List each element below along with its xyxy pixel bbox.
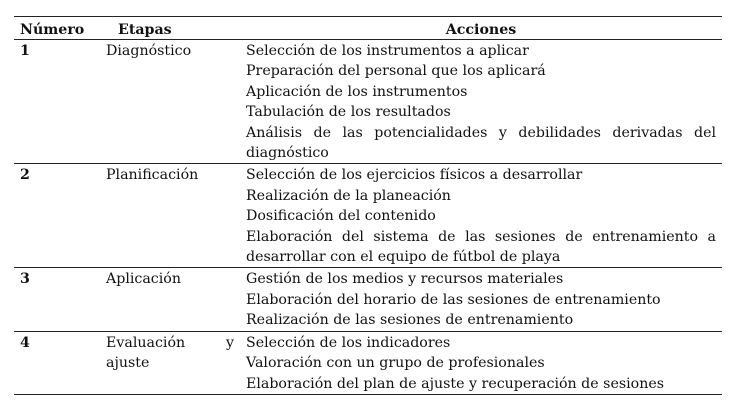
accion-item: Selección de los ejercicios físicos a desarrollar xyxy=(246,167,583,184)
row-numero: 4 xyxy=(14,331,100,394)
table-header-row xyxy=(14,17,722,40)
accion-item: Elaboración del horario de las sesiones de entrenamiento xyxy=(246,291,661,308)
row-acciones xyxy=(240,268,722,331)
table-row xyxy=(14,268,722,331)
accion-item: Elaboración del plan de ajuste y recuperación de sesiones xyxy=(246,375,665,392)
row-numero: 1 xyxy=(14,40,100,164)
table-row xyxy=(14,331,722,394)
accion-item: Valoración con un grupo de profesionales xyxy=(246,355,545,372)
accion-item: Preparación del personal que los aplicará xyxy=(246,63,546,80)
row-acciones xyxy=(240,40,722,164)
accion-item: Selección de los indicadores xyxy=(246,334,451,351)
row-etapa xyxy=(100,331,240,394)
row-acciones xyxy=(240,164,722,268)
accion-item: Análisis de las potencialidades y debilidades derivadas del diagnóstico xyxy=(246,124,716,162)
accion-item: Realización de la planeación xyxy=(246,187,451,204)
stages-table xyxy=(14,16,722,395)
row-etapa-text: Evaluación y ajuste xyxy=(106,334,234,372)
accion-item: Realización de las sesiones de entrenamiento xyxy=(246,312,574,329)
header-etapas: Etapas xyxy=(100,17,240,40)
row-numero: 2 xyxy=(14,164,100,268)
accion-item: Elaboración del sistema de las sesiones de entrenamiento a desarrollar con el equipo de fútbol de playa xyxy=(246,228,716,266)
row-etapa: Aplicación xyxy=(100,268,240,331)
row-etapa: Planificación xyxy=(100,164,240,268)
row-acciones xyxy=(240,331,722,394)
accion-item: Dosificación del contenido xyxy=(246,208,436,225)
table-row xyxy=(14,164,722,268)
accion-item: Tabulación de los resultados xyxy=(246,104,451,121)
accion-item: Selección de los instrumentos a aplicar xyxy=(246,43,529,59)
header-acciones: Acciones xyxy=(240,17,722,40)
header-numero: Número xyxy=(14,17,100,40)
row-etapa: Diagnóstico xyxy=(100,40,240,164)
row-numero: 3 xyxy=(14,268,100,331)
table-row xyxy=(14,40,722,164)
accion-item: Aplicación de los instrumentos xyxy=(246,83,468,100)
accion-item: Gestión de los medios y recursos materiales xyxy=(246,271,564,288)
